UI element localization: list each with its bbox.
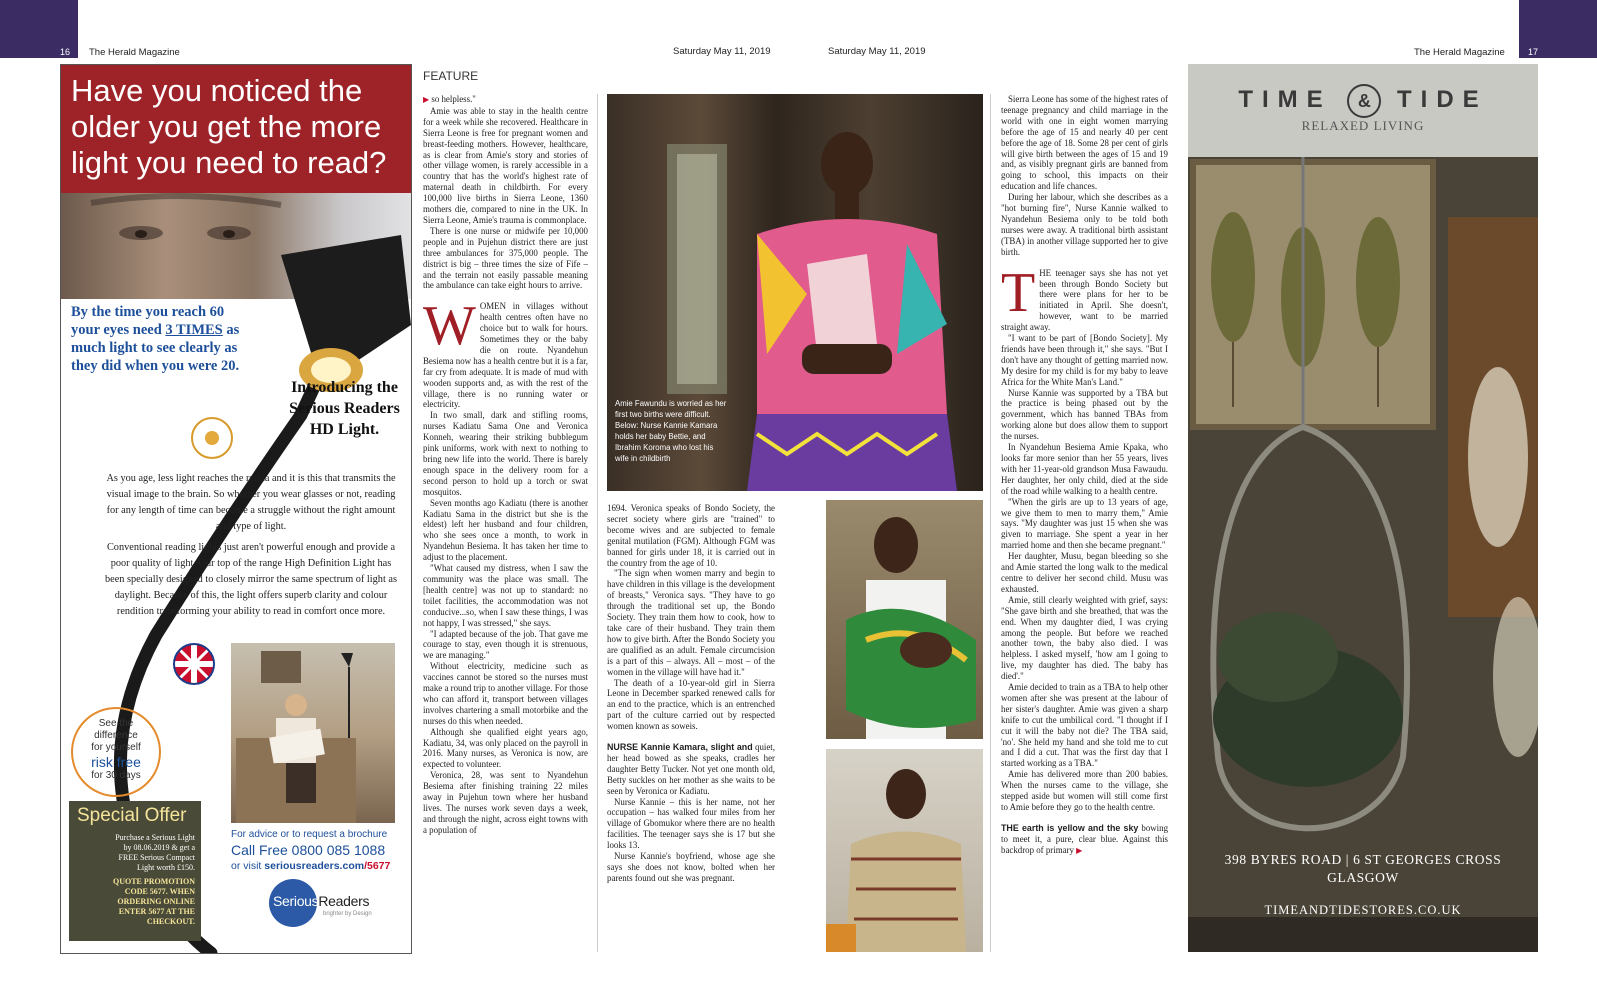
article-column-2 [607,503,775,955]
nurse-kannie-photo [826,500,983,739]
special-offer-title: Special Offer [77,805,187,826]
col2-para-1: 1694. Veronica speaks of Bondo Society, the secret society where girls are "trained" to become wives and are subjected to female genital mutilation (FGM). Although FGM was banned for girls under 18, it is carried out in the country from the age of 10. [607,503,775,568]
serious-readers-ad [60,64,412,954]
hanging-chair-interior-image [1188,157,1538,952]
col1-para-6: Seven months ago Kadiatu (there is another Kadiatu Sama in the district but she is the eldest) left her husband and four children, who she sees once a month, to work in Nyandehun Besiema. It has taken her time to adjust to the placement. [423,497,588,563]
section-label: FEATURE [423,69,479,83]
ad-headline: Have you noticed the older you get the more light you need to read? [71,73,387,180]
brochure-prompt: For advice or to request a brochure [231,829,388,840]
col2-para-2: "The sign when women marry and begin to have children in this village is the development of breasts," Veronica says. "They have to go through the traditional set up, the Bondo Society. They train them how to cook, how to take care of their husband. They train them how to give birth. After the Bondo Society you are qualified as an adult. Female circumcision is a part of this – always. All – most – of the women in the village will have had it." [607,568,775,677]
col3-para-7: "When the girls are up to 13 years of age, we give them to men to marry them," Amie says. "My daughter was just 15 when she was given to marriage. She spent a year in her married home and then she became pregnant." [1001,496,1168,551]
column-rule-2 [990,94,991,952]
col3-para-10: Amie decided to train as a TBA to help other women after she was present at the labour of her sister's daughter. Amie was given a sharp knife to cut the umbilical cord. "I thought if I cut it will the baby not die? The TBA said, 'no'. She held my hand and she told me to cut and I did a cut. That was the first day that I started working as a TBA." [1001,682,1168,769]
right-publication: The Herald Magazine [1414,47,1505,58]
col1-para-11: Veronica, 28, was sent to Nyandehun Besiema after finishing training 22 miles away in Pujehun town where her husband lives. The nurses work seven days a week, and through the night, across eight towns with a population of [423,770,588,835]
logo-word-1: Serious [273,893,319,909]
logo-word-2: Readers [318,893,370,909]
special-offer-code: QUOTE PROMOTION CODE 5677. WHEN ORDERING ONLINE ENTER 5677 AT THE CHECKOUT. [112,877,195,926]
col3-para-6: In Nyandehun Besiema Amie Kpaka, who looks far more senior than her 55 years, lives with her 11-year-old grandson Musa Fawaudu. Her daughter, her only child, died at the side of the road while walking to a health centre. [1001,442,1168,496]
col3-para-11: Amie has delivered more than 200 babies. When the nurses came to the village, she stepped aside but women will still come first to Amie before they go to the health centre. [1001,769,1168,812]
ad-intro: Introducing the Serious Readers HD Light. [289,379,400,438]
ad-headline-band [61,65,411,193]
award-seal-icon [191,417,233,459]
tt-brand [1188,84,1538,118]
article-column-3 [1001,94,1168,954]
article-column-1 [423,94,588,954]
drop-cap-t: T [1001,261,1036,324]
logo-tagline: brighter by Design [323,911,372,917]
ad-body-1: As you age, less light reaches the retina and it is this that transmits the visual image to the brain. So whether you wear glasses or not, reading for any length of time can become a struggle without the right amount and type of light. [106,473,396,532]
tt-header-band [1188,64,1538,157]
special-offer-box [69,801,201,941]
col2-para-4: quiet, her head bowed as she speaks, cradles her daughter Betty Tucker. Not yet one month old, Betty suckles on her mother as she waits to be seen by Veronica or Kadiatu. [607,742,775,796]
website-domain: seriousreaders.com [264,860,365,872]
circle-line-3: for yourself [91,742,141,753]
col3-para-1: Sierra Leone has some of the highest rates of teenage pregnancy and child marriage in the world with one in eight women marrying before the age of 15 and nearly 40 per cent before the age of 18. Some 28 per cent of girls will give birth between the ages of 15 and 19 and, as visibly pregnant girls are banned from going to school, this impacts on their education and life chances. [1001,94,1168,192]
col1-para-9: Without electricity, medicine such as vaccines cannot be stored so the nurses must make a round trip to another village. For those who can afford it, transport between villages involves chartering a small motorbike and the nurses do this when needed. [423,661,588,726]
website-link[interactable] [231,860,411,872]
ibrahim-koroma-photo [826,749,983,952]
tt-ampersand-icon: & [1347,84,1381,118]
col2-para-3: The death of a 10-year-old girl in Sierra Leone in December sparked renewed calls for an end to the practice, which is an entrenched part of the culture carried out by respected women known as soweis. [607,677,775,732]
col2-para-4-lead: NURSE Kannie Kamara, slight and [607,742,753,753]
col1-para-5: In two small, dark and stifling rooms, nurses Kadiatu Sama One and Veronica Konneh, wearing their striking bubblegum pink uniforms, work with next to nothing to bring new life into the world. There is barely enough space in the delivery room for a second person to hold up a torch or swat mosquitos. [423,410,588,497]
col3-para-9: Amie, still clearly weighted with grief, says: "She gave birth and she breathed, that was the end. When my daughter died, I was crying among the people. But before we reached another town, the baby also died. I was helpless. I asked myself, 'how am I going to live, my daughter has died. The baby has died'." [1001,594,1168,682]
left-publication: The Herald Magazine [89,47,180,58]
website-suffix: /5677 [364,860,391,872]
circle-line-5: for 30 days [91,770,141,781]
col3-para-12-lead: THE earth is yellow and the sky [1001,822,1139,833]
tt-city: GLASGOW [1327,870,1399,885]
circle-line-2: difference [94,730,138,741]
col1-para-10: Although she qualified eight years ago, Kadiatu, 34, was only placed on the payroll in 2016. Many nurses, as Veronica is now, are expected to volunteer. [423,726,588,770]
amie-fawundu-photo [607,94,983,491]
drop-cap-w: W [423,295,476,358]
col3-para-4: "I want to be part of [Bondo Society]. My friends have been through it," she says. "But I don't have any thought of getting married now. My desire for my child is for my baby to leave Africa for the White Man's Land." [1001,333,1168,387]
circle-line-4: risk free [91,754,141,770]
col2-para-5: Nurse Kannie – this is her name, not her occupation – has walked four miles from her village of Gbomukor where there are no health facilities. The teenager says she is 17 but she looks 13. [607,796,775,851]
ad-body-2: Conventional reading lights just aren't powerful enough and provide a poor quality of light. Our top of the range High Definition Light has been specially designed to closely mirror the same spectrum of light as daylight. Because of this, the light offers superb clarity and colour rendition transforming your ability to read in comfort once more. [105,542,397,617]
right-date: Saturday May 11, 2019 [828,46,926,57]
tt-brand-left: TIME [1238,86,1332,113]
made-in-britain-icon [173,643,215,685]
website-prefix: or visit [231,860,265,872]
special-offer-details: Purchase a Serious Light by 08.06.2019 & get a FREE Serious Compact Light worth £150. [115,833,195,872]
eyes-claim-part-1: By the time you reach 60 your eyes need [71,304,225,338]
eyes-claim-times: 3 TIMES [165,322,223,338]
woman-reading-photo [231,643,395,823]
col1-para-3: There is one nurse or midwife per 10,000 people and in Pujehun district there are just three ambulances for 375,000 people. The district is big – three times the size of Fife – and the terrain not easily passable meaning the ambulance can take eight hours to arrive. [423,225,588,291]
tt-address: 398 BYRES ROAD | 6 ST GEORGES CROSS [1224,852,1502,867]
left-page-number: 16 [60,47,71,57]
continues-arrow-icon: ▶ [1076,845,1083,855]
col1-para-8: "I adapted because of the job. That gave me courage to stay, even though it is strenuous, we are managing." [423,628,588,661]
col1-para-4: OMEN in villages without health centres often have no choice but to walk for hours. Sometimes they or the baby die on route. Nyandehun Besiema now has a health centre but it is a far, far cry from adequate. It is made of mud with wooden supports and, as with the rest of the village, there is no running water or electricity. [423,301,588,410]
col1-para-7: "What caused my distress, when I saw the community was the place was small. The [health centre] was not up to standard: no toilet facilities, the accommodation was not conducive...so, when I saw these things, I was not happy, I was stressed," she says. [423,563,588,628]
serious-readers-logo [273,893,369,909]
phone-number[interactable]: Call Free 0800 085 1088 [231,842,386,858]
col3-para-5: Nurse Kannie was supported by a TBA but the practice is being phased out by the government, which has banned TBAs from working alone but does allow them to support the nurses. [1001,387,1168,442]
col3-para-3: HE teenager says she has not yet been through Bondo Society but there were plans for her to be initiated in April. She doesn't, however, want to be married straight away. [1001,267,1168,333]
tt-website[interactable]: TIMEANDTIDESTORES.CO.UK [1264,903,1462,917]
tt-tagline: RELAXED LIVING [1301,118,1425,133]
photo-caption: Amie Fawundu is worried as her first two births were difficult. Below: Nurse Kannie Kamara holds her baby Bettie, and Ibrahim Koroma who lost his wife in childbirth [615,399,727,463]
eyes-claim [71,303,251,375]
column-rule [597,94,598,952]
col2-para-6: Nurse Kannie's boyfriend, whose age she says she does not know, bolted when her parents found out she was pregnant. [607,851,775,883]
tt-brand-right: TIDE [1397,86,1488,113]
col1-para-2: Amie was able to stay in the health centre for a week while she recovered. Healthcare in Sierra Leone is free for pregnant women and breast-feeding mothers. However, healthcare, as is clear from Amie's story and stories of other village women, is rarely accessible in a country that has the world's highest rate of maternal death in childbirth. For every 100,000 live births in Sierra Leone, 1360 mothers die, compared to nine in the UK. In Sierra Leone, Amie's trauma is commonplace. [423,105,588,225]
col3-para-2: During her labour, which she describes as a "hot burning fire", Nurse Kannie walked to Nyandehun Besiema only to be told both nurses were away. A traditional birth assistant (TBA) in another village supported her to give birth. [1001,192,1168,257]
eyes-claim-part-2: as much light to see clearly as they did when you were 20. [71,322,240,374]
time-and-tide-ad [1188,64,1538,952]
continued-arrow-icon: ▶ [423,95,430,104]
right-page-number: 17 [1528,47,1539,57]
left-date: Saturday May 11, 2019 [673,46,771,57]
col3-para-8: Her daughter, Musu, began bleeding so she and Amie started the long walk to the medical centre to deliver her second child. Musu was exhausted. [1001,551,1168,594]
col1-para-1: so helpless." [431,94,476,104]
risk-free-circle [71,707,161,797]
col3-para-12: bowing to meet it, a pure, clear blue. Against this backdrop of primary [1001,822,1168,855]
circle-line-1: See the [98,718,134,729]
